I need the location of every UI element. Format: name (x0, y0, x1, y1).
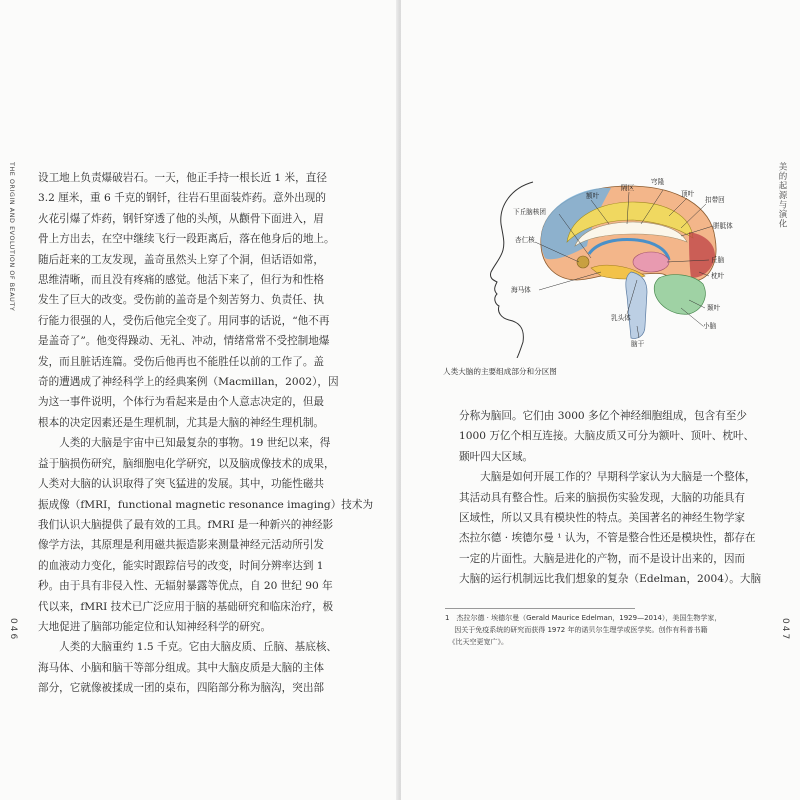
right-body-text (459, 406, 777, 590)
page-number-left: 046 (8, 618, 18, 642)
text-line: 秒。由于具有非侵入性、无辐射暴露等优点，自 20 世纪 90 年 (38, 580, 333, 593)
text-line: 骨上方出去，在空中继续飞行一段距离后，落在他身后的地上。 (38, 233, 335, 246)
text-line: 人类对大脑的认识取得了突飞猛进的发展。其中，功能性磁共 (38, 478, 325, 491)
left-body-text (38, 168, 374, 699)
label-temporal: 颞叶 (707, 304, 721, 312)
footnote (445, 612, 775, 648)
thalamus-shape (633, 252, 669, 272)
page-number-right: 047 (780, 618, 790, 642)
label-thalamus-area: 隔区 (621, 184, 635, 192)
text-line: 火花引爆了炸药，钢钎穿透了他的头颅，从颧骨下面进入，眉 (38, 212, 325, 225)
label-cingulate: 扣带回 (705, 196, 725, 204)
label-frontal: 额叶 (586, 192, 600, 200)
text-line: 分称为脑回。它们由 3000 多亿个神经细胞组成，包含有至少 (459, 410, 747, 422)
text-line: 大脑是如何开展工作的？早期科学家认为大脑是一个整体， (459, 471, 756, 484)
label-parietal: 顶叶 (681, 190, 695, 198)
left-page (0, 0, 399, 800)
footnote-rule (445, 608, 635, 609)
footnote-line: 《比天空更宽广》。 (445, 638, 508, 646)
label-mammillary: 乳头体 (611, 314, 631, 322)
text-line: 随后赶来的工友发现，盖奇虽然头上穿了个洞，但话语如常， (38, 253, 325, 266)
footnote-line: 1 杰拉尔德 · 埃德尔曼（Gerald Maurice Edelman，1929—2014），美国生物学家， (445, 614, 722, 622)
cerebellum-shape (654, 275, 705, 315)
text-line: 海马体、小脑和脑干等部分组成。其中大脑皮质是大脑的主体 (38, 661, 325, 674)
text-line: 振成像（fMRI，functional magnetic resonance imaging）技术为 (38, 498, 374, 511)
label-brainstem: 脑干 (631, 340, 645, 348)
text-line: 3.2 厘米，重 6 千克的钢钎，往岩石里面装炸药。意外出现的 (38, 192, 326, 205)
brain-diagram (441, 176, 761, 358)
label-hypothalamus: 下丘脑核团 (513, 208, 546, 216)
figure-caption: 人类大脑的主要组成部分和分区图 (443, 367, 557, 376)
text-line: 人类的大脑重约 1.5 千克。它由大脑皮质、丘脑、基底核、 (38, 641, 338, 654)
text-line: 一定的片面性。大脑是进化的产物，而不是设计出来的，因而 (459, 552, 746, 565)
text-line: 人类的大脑是宇宙中已知最复杂的事物。19 世纪以来，得 (38, 437, 331, 450)
text-line: 的血液动力变化，能实时跟踪信号的改变，时间分辨率达到 1 (38, 559, 324, 572)
text-line: 部分，它就像被揉成一团的桌布，四陷部分称为脑沟，突出部 (38, 682, 325, 695)
right-page (401, 0, 800, 800)
running-head-right: 美的起源与演化 (777, 162, 787, 229)
text-line: 为这一事件说明，个体行为看起来是由个人意志决定的，但最 (38, 396, 325, 409)
text-line: 像学方法，其原理是利用磁共振造影来测量神经元活动所引发 (38, 539, 325, 552)
label-amygdala: 杏仁核 (515, 236, 535, 244)
text-line: 大地促进了脑部功能定位和认知神经科学的研究。 (38, 620, 272, 633)
text-line: 区域性，所以又具有模块性的特点。美国著名的神经生物学家 (459, 512, 746, 525)
text-line: 奇的遭遇成了神经科学上的经典案例（Macmillan，2002），因 (38, 376, 339, 389)
running-head-left: THE ORIGIN AND EVOLUTION OF BEAUTY (8, 162, 15, 312)
label-fornix: 穹隆 (651, 178, 665, 186)
text-line: 是盖奇了”。他变得躁动、无礼、冲动，情绪常常不受控制地爆 (38, 335, 330, 348)
text-line: 其活动具有整合性。后来的脑损伤实验发现，大脑的功能具有 (459, 491, 746, 504)
text-line: 我们认识大脑提供了最有效的工具。fMRI 是一种新兴的神经影 (38, 518, 334, 531)
text-line: 颞叶四大区域。 (459, 450, 534, 463)
text-line: 代以来，fMRI 技术已广泛应用于脑的基础研究和临床治疗，极 (38, 600, 334, 613)
label-cerebellum: 小脑 (703, 322, 717, 330)
text-line: 1000 万亿个相互连接。大脑皮质又可分为额叶、顶叶、枕叶、 (459, 430, 755, 443)
text-line: 杰拉尔德 · 埃德尔曼 ¹ 认为，不管是整合性还是模块性，都存在 (459, 532, 756, 545)
label-corpus-callosum: 胼胝体 (713, 222, 733, 230)
text-line: 益于脑损伤研究，脑细胞电化学研究，以及脑成像技术的成果， (38, 457, 335, 470)
text-line: 发，而且脏话连篇。受伤后他再也不能胜任以前的工作了。盖 (38, 355, 325, 368)
text-line: 设工地上负责爆破岩石。一天，他正手持一根长近 1 米，直径 (38, 172, 327, 184)
text-line: 行能力很强的人，受伤后他完全变了。用同事的话说，“他不再 (38, 314, 330, 327)
label-hippocampus: 海马体 (511, 286, 531, 294)
label-occipital: 枕叶 (711, 272, 725, 280)
text-line: 发生了巨大的改变。受伤前的盖奇是个刻苦努力、负责任、执 (38, 294, 325, 307)
label-thalamus: 丘脑 (711, 256, 725, 264)
text-line: 思维清晰，而且没有疼痛的感觉。他活下来了，但行为和性格 (38, 274, 325, 287)
text-line: 根本的决定因素还是生理机制，尤其是大脑的神经生理机制。 (38, 416, 325, 429)
footnote-line: 因关于免疫系统的研究而获得 1972 年的诺贝尔生理学或医学奖。创作有科普书籍 (445, 626, 708, 634)
text-line: 大脑的运行机制远比我们想象的复杂（Edelman，2004）。大脑 (459, 573, 762, 586)
